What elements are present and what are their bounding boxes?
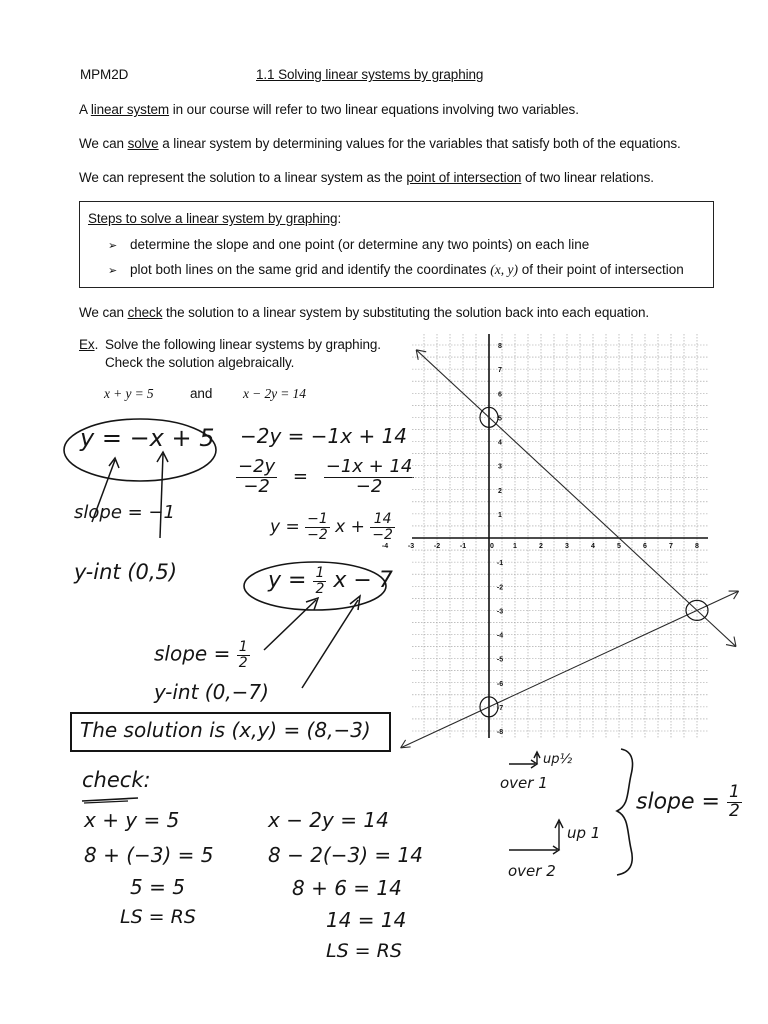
example-label-dot: . [94,337,99,352]
hw-check-right-3: 8 + 6 = 14 [292,876,402,900]
hw-check-left-2: 8 + (−3) = 5 [84,843,214,867]
y-tick-label: 3 [498,463,502,471]
hw-up-half: up½ [543,752,573,767]
steps-bullet-2 [108,262,684,278]
frac-num: −1 [307,511,328,527]
x-tick-label: 3 [565,543,569,550]
frac-num: 1 [238,639,248,655]
check-line-pre: We can [79,305,128,320]
x-tick-label: -3 [407,543,415,550]
y-tick-label: 6 [498,391,502,399]
frac-den: −2 [307,526,328,543]
hw-eq1-form: y = −x + 5 [80,424,215,452]
intro-line-1 [79,102,579,117]
equation-1: x + y = 5 [104,386,154,401]
x-tick-label: 4 [591,543,595,550]
x-tick-label: 7 [669,543,673,550]
y-tick-label: 5 [498,415,502,423]
y-tick-label: 4 [498,439,502,447]
x-tick-label: 6 [643,543,647,550]
x-tick-label: -4 [381,543,389,550]
equals-sign: = [292,466,309,488]
y-tick-label: -1 [496,560,504,568]
hw-solution: The solution is (x,y) = (8,−3) [80,718,371,742]
hw-check-left-1: x + y = 5 [84,808,180,832]
line-y-eq-neg-x-plus-5 [416,350,707,620]
example-label [79,337,98,352]
frac-den: 2 [238,654,248,671]
course-code: MPM2D [80,67,129,82]
hw-step-a: −2y = −1x + 14 [240,424,408,448]
arrow-bullet-icon: ➢ [108,240,118,252]
y-tick-label: -3 [496,608,504,616]
line-y-eq-half-x-minus-7 [401,591,739,748]
term-solve: solve [127,136,159,151]
steps-bullet-1 [108,237,589,252]
bullet-1-text: determine the slope and one point (or determine any two points) on each line [130,237,590,252]
steps-heading-text: Steps to solve a linear system by graphing [88,211,338,226]
hw-check-right-4: 14 = 14 [326,908,407,932]
steps-box [79,201,714,288]
intro-1-rest: in our course will refer to two linear equations involving two variables. [169,102,579,117]
intro-line-3 [79,170,654,185]
y-tick-label: 8 [498,343,502,350]
y-tick-label: 2 [498,487,502,495]
y-eq: y = [268,568,307,594]
and-word: and [190,386,213,401]
line-1-extension [707,620,736,647]
equation-2: x − 2y = 14 [243,386,306,401]
hw-step-b-left-frac [236,458,277,497]
y-tick-label: 7 [498,367,502,375]
example-instruction-1: Solve the following linear systems by graphing. [105,337,381,352]
intro-line-2 [79,136,681,151]
hw-brace-slope [636,784,742,821]
y-tick-label: 0 [490,543,494,550]
arrow-bullet-icon: ➢ [108,265,118,277]
hw-step-c [270,512,395,542]
frac-den: 2 [315,580,325,597]
hw-check-title: check: [82,768,151,792]
frac-den: 2 [728,800,740,821]
hw-step-c-frac-1 [305,512,330,542]
y-tick-label: 1 [498,511,502,519]
term-check: check [127,305,163,320]
hw-yint-1: y-int (0,5) [74,560,178,584]
y-tick-label: -2 [496,584,504,592]
example-label-text: Ex [79,337,95,352]
hw-step-c-frac-2 [370,512,395,542]
intro-1-pre: A [79,102,91,117]
slope-label: slope = [636,789,720,815]
frac-num: −1x + 14 [325,456,413,477]
intro-2-pre: We can [79,136,128,151]
hw-step-b [236,458,414,497]
steps-heading [88,211,341,226]
hw-check-right-2: 8 − 2(−3) = 14 [268,843,423,867]
y-tick-label: -8 [496,729,504,736]
y-tick-label: -4 [496,632,504,640]
intro-3-pre: We can represent the solution to a linear system as the [79,170,407,185]
solution-box [70,712,391,752]
example-instruction-2: Check the solution algebraically. [105,355,295,370]
x-tick-label: -1 [459,543,467,550]
x-tick-label: -2 [433,543,441,550]
hw-over-1: over 1 [500,774,548,792]
term-point-of-intersection: point of intersection [406,170,522,185]
x-plus: x + [335,517,365,538]
y-tick-label: -6 [496,680,504,688]
hw-check-left-4: LS = RS [120,906,196,928]
x-tick-label: 1 [513,543,517,550]
frac-num: 14 [370,512,395,528]
y-tick-label: -5 [496,656,504,664]
bullet-2-pre: plot both lines on the same grid and identify the coordinates [130,262,491,277]
x-minus-7: x − 7 [333,568,393,594]
term-linear-system: linear system [90,102,170,117]
x-tick-label: 2 [539,543,543,550]
bullet-2-math: (x, y) [490,262,518,277]
x-tick-label: 8 [695,543,699,550]
y-eq: y = [270,517,300,538]
x-tick-label: 5 [617,543,621,550]
hw-up-1: up 1 [567,824,601,842]
frac-den: −2 [243,475,270,497]
check-line-rest: the solution to a linear system by substituting the solution back into each equation. [162,305,650,320]
hw-brace-frac [727,784,742,821]
frac-num: 1 [728,782,740,802]
hw-check-right-5: LS = RS [326,940,402,962]
hw-check-right-1: x − 2y = 14 [268,808,389,832]
intro-2-rest: a linear system by determining values for the variables that satisfy both of the equations. [158,136,681,151]
hw-slope-2-frac [237,640,250,670]
y-tick-label: -7 [496,704,504,712]
hw-slope-2 [154,640,250,670]
hw-slope-1: slope = −1 [74,502,175,523]
hw-check-left-3: 5 = 5 [130,875,185,899]
intro-3-rest: of two linear relations. [521,170,654,185]
frac-num: 1 [315,565,325,581]
hw-over-2: over 2 [508,862,556,880]
bullet-2-post: of their point of intersection [517,262,684,277]
frac-den: −2 [355,475,383,497]
frac-num: −2y [238,456,276,477]
slope-label: slope = [154,641,231,666]
hw-check-underline [80,795,150,805]
steps-heading-colon: : [337,211,342,226]
page-title: 1.1 Solving linear systems by graphing [256,67,484,82]
hw-yint-2: y-int (0,−7) [154,680,269,704]
frac-den: −2 [372,526,393,543]
